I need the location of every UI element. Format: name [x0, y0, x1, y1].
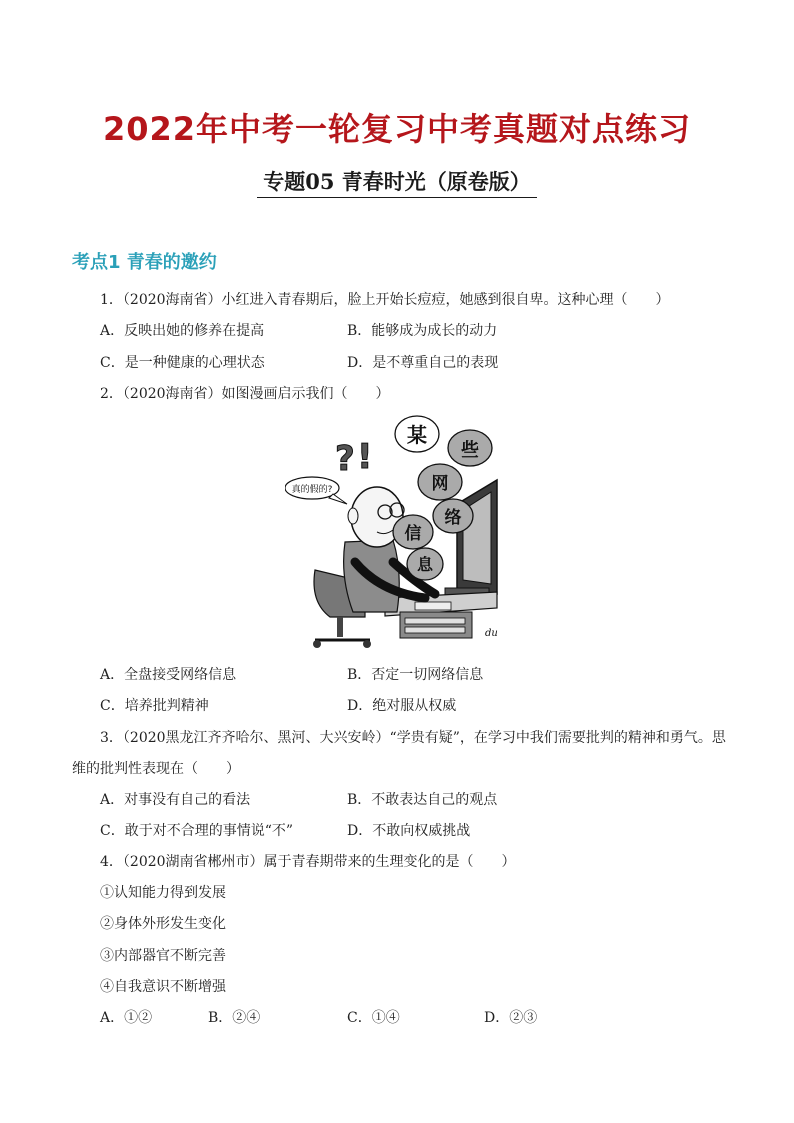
cloud-char-6: 息: [416, 555, 434, 574]
question-2-option-d: D．绝对服从权威: [347, 698, 457, 714]
main-title: 2022年中考一轮复习中考真题对点练习: [102, 110, 692, 148]
cloud-char-4: 络: [444, 508, 462, 528]
section-heading: 考点1 青春的邀约: [72, 252, 217, 273]
question-1-stem: 1．（2020海南省）小红进入青春期后，脸上开始长痘痘，她感到很自卑。这种心理（ ）: [100, 292, 670, 308]
question-2-option-a: A．全盘接受网络信息: [100, 667, 237, 683]
question-1-option-a: A．反映出她的修养在提高: [100, 323, 265, 339]
question-3-stem-line-1: 3．（2020黑龙江齐齐哈尔、黑河、大兴安岭）“学贵有疑”，在学习中我们需要批判的精神和勇气。思: [100, 730, 726, 746]
subtitle: [0, 166, 794, 198]
question-4-stem: 4．（2020湖南省郴州市）属于青春期带来的生理变化的是（ ）: [100, 854, 516, 870]
cloud-char-2: 些: [461, 440, 479, 461]
cartoon-illustration: [285, 412, 505, 652]
question-4-item-2: ②身体外形发生变化: [100, 916, 226, 932]
question-4-item-1: ①认知能力得到发展: [100, 885, 226, 901]
question-mark-icon: ?: [335, 439, 355, 479]
subtitle-text: 专题05 青春时光（原卷版）: [257, 166, 537, 198]
artist-signature: du: [485, 628, 498, 639]
question-1-option-d: D．是不尊重自己的表现: [347, 355, 499, 371]
question-4-item-4: ④自我意识不断增强: [100, 979, 226, 995]
cloud-char-5: 信: [404, 524, 422, 544]
speech-bubble-text: 真的假的?: [291, 485, 333, 495]
exclamation-mark-icon: !: [357, 437, 373, 477]
question-1-option-b: B．能够成为成长的动力: [347, 323, 498, 339]
question-2-stem: 2．（2020海南省）如图漫画启示我们（ ）: [100, 386, 390, 402]
cloud-char-1: 某: [407, 423, 427, 447]
question-3-option-b: B．不敢表达自己的观点: [347, 792, 498, 808]
question-4-option-d: D．②③: [484, 1010, 538, 1026]
cloud-char-3: 网: [431, 474, 449, 494]
question-3-option-d: D．不敢向权威挑战: [347, 823, 471, 839]
question-3-option-c: C．敢于对不合理的事情说“不”: [100, 823, 294, 839]
question-3-stem-line-2: 维的批判性表现在（ ）: [72, 761, 240, 777]
question-4-item-3: ③内部器官不断完善: [100, 948, 226, 964]
question-3-option-a: A．对事没有自己的看法: [100, 792, 251, 808]
question-4-option-c: C．①④: [347, 1010, 400, 1026]
desk-icon: [385, 592, 497, 638]
question-1-option-c: C．是一种健康的心理状态: [100, 355, 265, 371]
question-4-option-a: A．①②: [100, 1010, 153, 1026]
question-2-option-c: C．培养批判精神: [100, 698, 209, 714]
question-4-option-b: B．②④: [208, 1010, 261, 1026]
question-2-option-b: B．否定一切网络信息: [347, 667, 484, 683]
